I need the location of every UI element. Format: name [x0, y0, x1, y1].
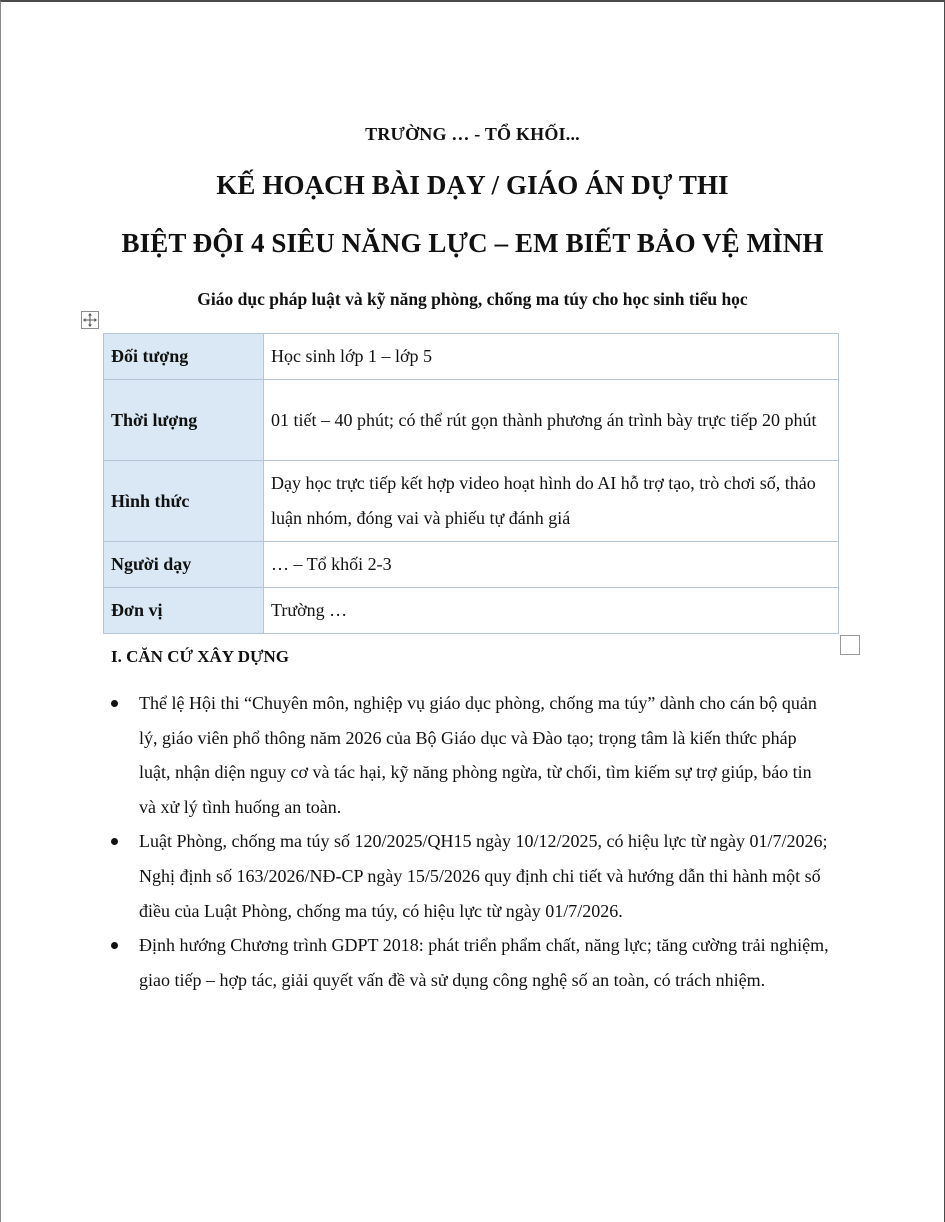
lesson-info-table	[103, 333, 839, 634]
row-label: Hình thức	[104, 461, 264, 542]
document-title: KẾ HOẠCH BÀI DẠY / GIÁO ÁN DỰ THI	[216, 170, 729, 200]
move-arrows-icon[interactable]	[81, 311, 99, 329]
row-label: Người dạy	[104, 542, 264, 588]
table-row	[104, 380, 839, 461]
row-label: Thời lượng	[104, 380, 264, 461]
table-row	[104, 461, 839, 542]
document-title-theme: BIỆT ĐỘI 4 SIÊU NĂNG LỰC – EM BIẾT BẢO VỆ MÌNH	[121, 228, 824, 258]
resize-square-icon[interactable]	[840, 635, 860, 655]
row-label: Đơn vị	[104, 588, 264, 634]
row-value[interactable]: Học sinh lớp 1 – lớp 5	[264, 334, 839, 380]
row-value[interactable]: Trường …	[264, 588, 839, 634]
list-item	[111, 928, 831, 997]
bullet-icon	[111, 700, 118, 707]
table-row	[104, 334, 839, 380]
section-heading: I. CĂN CỨ XÂY DỰNG	[111, 647, 290, 666]
list-item-text: Thể lệ Hội thi “Chuyên môn, nghiệp vụ giáo dục phòng, chống ma túy” dành cho cán bộ quản lý, giáo viên phổ thông năm 2026 của Bộ Giáo dục và Đào tạo; trọng tâm là kiến thức pháp luật, nhận diện nguy cơ và tác hại, kỹ năng phòng ngừa, từ chối, tìm kiếm sự trợ giúp, báo tin và xử lý tình huống an toàn.	[139, 693, 817, 817]
table-row	[104, 542, 839, 588]
row-value[interactable]: Dạy học trực tiếp kết hợp video hoạt hình do AI hỗ trợ tạo, trò chơi số, thảo luận nhóm, đóng vai và phiếu tự đánh giá	[264, 461, 839, 542]
row-value[interactable]: … – Tổ khối 2-3	[264, 542, 839, 588]
list-item-text: Luật Phòng, chống ma túy số 120/2025/QH15 ngày 10/12/2025, có hiệu lực từ ngày 01/7/2026; Nghị định số 163/2026/NĐ-CP ngày 15/5/2026 quy định chi tiết và hướng dẫn thi hành một số điều của Luật Phòng, chống ma túy, có hiệu lực từ ngày 01/7/2026.	[139, 831, 828, 921]
table-row	[104, 588, 839, 634]
school-line: TRƯỜNG … - TỔ KHỐI...	[365, 124, 580, 144]
bullet-list	[111, 686, 831, 997]
row-value[interactable]: 01 tiết – 40 phút; có thể rút gọn thành phương án trình bày trực tiếp 20 phút	[264, 380, 839, 461]
list-item	[111, 824, 831, 928]
row-label: Đối tượng	[104, 334, 264, 380]
bullet-icon	[111, 838, 118, 845]
document-subtitle: Giáo dục pháp luật và kỹ năng phòng, chống ma túy cho học sinh tiểu học	[197, 289, 748, 309]
bullet-icon	[111, 942, 118, 949]
list-item-text: Định hướng Chương trình GDPT 2018: phát triển phẩm chất, năng lực; tăng cường trải nghiệm, giao tiếp – hợp tác, giải quyết vấn đề và sử dụng công nghệ số an toàn, có trách nhiệm.	[139, 935, 829, 990]
list-item	[111, 686, 831, 824]
